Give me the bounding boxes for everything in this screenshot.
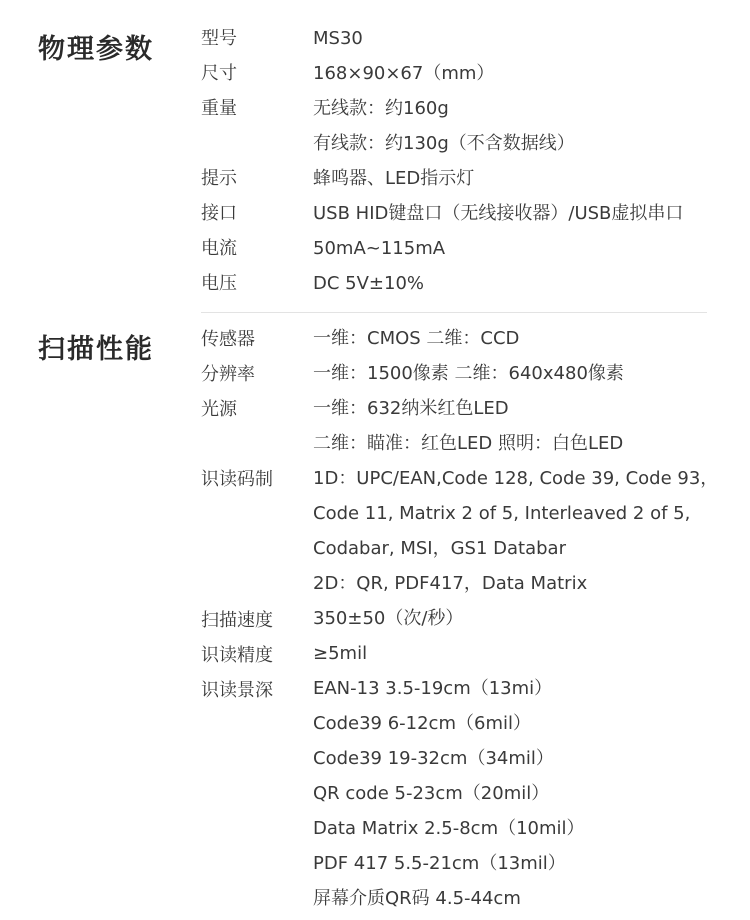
spec-value-precision: ≥5mil: [313, 643, 368, 664]
spec-value-interface: USB HID键盘口（无线接收器）/USB虚拟串口: [313, 203, 684, 224]
section-title-scan: 扫描性能: [38, 334, 154, 365]
spec-value-dof-pdf417: PDF 417 5.5-21cm（13mil）: [313, 853, 566, 874]
spec-value-size: 168×90×67（mm）: [313, 63, 495, 84]
spec-value-model: MS30: [313, 28, 363, 49]
spec-value-current: 50mA~115mA: [313, 238, 446, 259]
section-title-physical: 物理参数: [38, 34, 154, 65]
spec-value-weight-wireless: 无线款：约160g: [313, 98, 449, 119]
spec-value-symbologies-1: 1D：UPC/EAN,Code 128, Code 39, Code 93，: [313, 468, 719, 489]
spec-value-dof-qr: QR code 5-23cm（20mil）: [313, 783, 550, 804]
spec-label-voltage: 电压: [201, 273, 237, 294]
spec-label-model: 型号: [201, 28, 237, 49]
spec-value-scan-speed: 350±50（次/秒）: [313, 608, 464, 629]
spec-value-voltage: DC 5V±10%: [313, 273, 425, 294]
spec-value-weight-wired: 有线款：约130g（不含数据线）: [313, 133, 575, 154]
spec-value-symbologies-3: Codabar, MSI，GS1 Databar: [313, 538, 566, 559]
spec-label-current: 电流: [201, 238, 237, 259]
section-divider: [201, 312, 707, 313]
spec-value-dof-ean13: EAN-13 3.5-19cm（13mi）: [313, 678, 553, 699]
spec-value-dof-datamatrix: Data Matrix 2.5-8cm（10mil）: [313, 818, 585, 839]
spec-value-dof-code39-6mil: Code39 6-12cm（6mil）: [313, 713, 531, 734]
spec-value-resolution: 一维：1500像素 二维：640x480像素: [313, 363, 624, 384]
spec-label-interface: 接口: [201, 203, 237, 224]
spec-label-precision: 识读精度: [201, 645, 273, 666]
spec-label-sensor: 传感器: [201, 329, 255, 350]
spec-value-symbologies-2d: 2D：QR, PDF417，Data Matrix: [313, 573, 588, 594]
spec-value-dof-screen-qr: 屏幕介质QR码 4.5-44cm: [313, 888, 521, 909]
spec-value-sensor: 一维：CMOS 二维：CCD: [313, 328, 520, 349]
spec-label-scan-speed: 扫描速度: [201, 610, 273, 631]
spec-value-indicator: 蜂鸣器、LED指示灯: [313, 168, 475, 189]
spec-label-symbologies: 识读码制: [201, 469, 273, 490]
spec-label-resolution: 分辨率: [201, 364, 255, 385]
spec-value-light-2d: 二维：瞄准：红色LED 照明：白色LED: [313, 433, 624, 454]
spec-label-light-source: 光源: [201, 399, 237, 420]
spec-label-depth-of-field: 识读景深: [201, 680, 273, 701]
spec-label-weight: 重量: [201, 98, 237, 119]
spec-value-symbologies-2: Code 11, Matrix 2 of 5, Interleaved 2 of 5,: [313, 503, 691, 524]
spec-value-dof-code39-34mil: Code39 19-32cm（34mil）: [313, 748, 554, 769]
spec-value-light-1d: 一维：632纳米红色LED: [313, 398, 509, 419]
spec-label-size: 尺寸: [201, 63, 237, 84]
spec-label-indicator: 提示: [201, 168, 237, 189]
